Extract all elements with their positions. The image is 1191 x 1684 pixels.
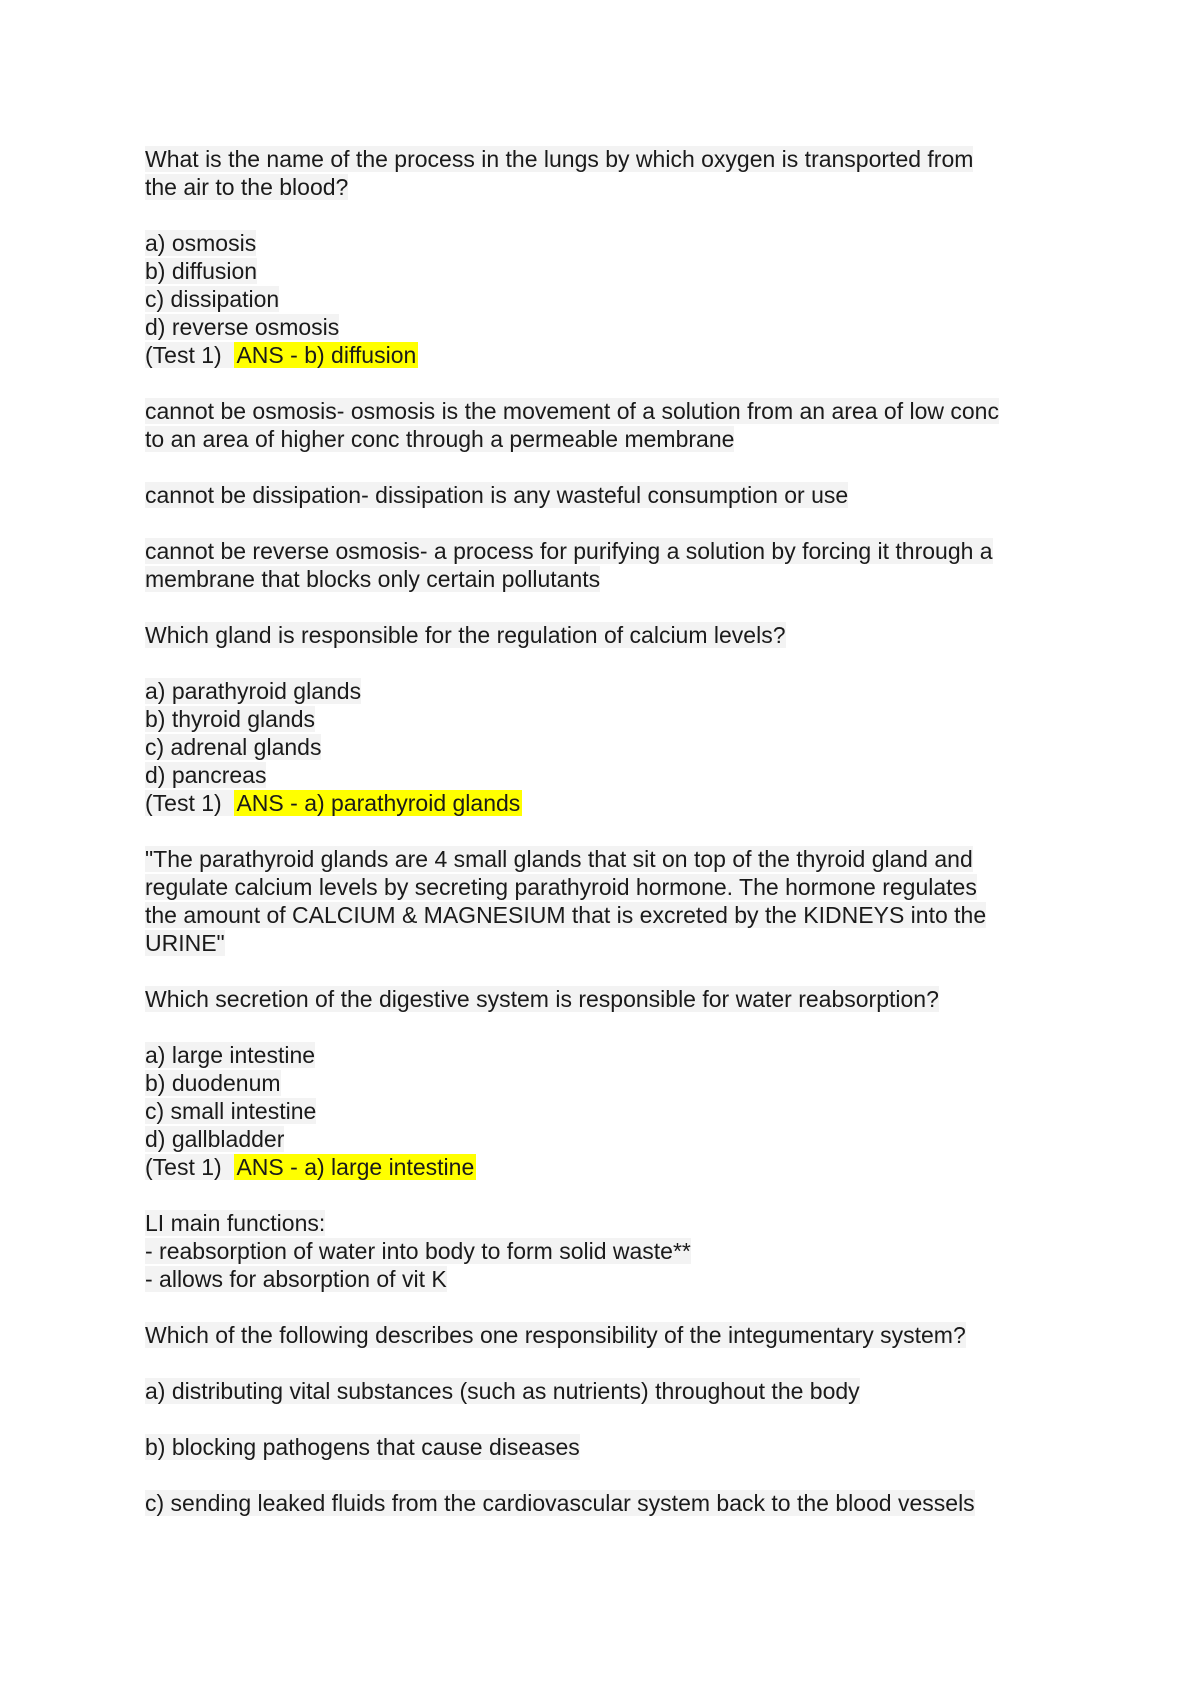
explanation-text: - reabsorption of water into body to form solid waste** xyxy=(145,1238,691,1264)
option-b: b) diffusion xyxy=(145,258,258,284)
option-c: c) dissipation xyxy=(145,286,280,312)
option-a: a) osmosis xyxy=(145,230,257,256)
option-c: c) adrenal glands xyxy=(145,734,322,760)
option-b: b) duodenum xyxy=(145,1070,281,1096)
question-text: Which gland is responsible for the regulation of calcium levels? xyxy=(145,622,786,648)
option-a: a) parathyroid glands xyxy=(145,678,362,704)
option-a: a) large intestine xyxy=(145,1042,316,1068)
explanation-text: URINE" xyxy=(145,930,225,956)
explanation-text: regulate calcium levels by secreting parathyroid hormone. The hormone regulates xyxy=(145,874,977,900)
answer-highlight: ANS - a) parathyroid glands xyxy=(236,790,521,816)
question-text: What is the name of the process in the lungs by which oxygen is transported from xyxy=(145,146,974,172)
question-text: Which secretion of the digestive system is responsible for water reabsorption? xyxy=(145,986,939,1012)
explanation-text: cannot be dissipation- dissipation is any wasteful consumption or use xyxy=(145,482,849,508)
document-body xyxy=(145,145,1065,1517)
explanation-text: cannot be reverse osmosis- a process for purifying a solution by forcing it through a xyxy=(145,538,993,564)
question-text: the air to the blood? xyxy=(145,174,349,200)
option-c: c) sending leaked fluids from the cardiovascular system back to the blood vessels xyxy=(145,1490,975,1516)
answer-source: (Test 1) xyxy=(145,790,222,816)
question-4 xyxy=(145,1321,1065,1517)
option-b: b) thyroid glands xyxy=(145,706,316,732)
question-2 xyxy=(145,621,1065,985)
explanation-text: "The parathyroid glands are 4 small glands that sit on top of the thyroid gland and xyxy=(145,846,973,872)
option-a: a) distributing vital substances (such as nutrients) throughout the body xyxy=(145,1378,860,1404)
explanation-text: to an area of higher conc through a permeable membrane xyxy=(145,426,735,452)
question-text: Which of the following describes one responsibility of the integumentary system? xyxy=(145,1322,966,1348)
explanation-text: - allows for absorption of vit K xyxy=(145,1266,447,1292)
answer-source: (Test 1) xyxy=(145,342,222,368)
option-c: c) small intestine xyxy=(145,1098,317,1124)
option-d: d) reverse osmosis xyxy=(145,314,340,340)
explanation-text: LI main functions: xyxy=(145,1210,326,1236)
question-3 xyxy=(145,985,1065,1321)
explanation-text: cannot be osmosis- osmosis is the movement of a solution from an area of low conc xyxy=(145,398,999,424)
option-d: d) gallbladder xyxy=(145,1126,285,1152)
answer-source: (Test 1) xyxy=(145,1154,222,1180)
option-b: b) blocking pathogens that cause diseases xyxy=(145,1434,580,1460)
question-1 xyxy=(145,145,1065,621)
answer-highlight: ANS - b) diffusion xyxy=(236,342,417,368)
explanation-text: membrane that blocks only certain pollutants xyxy=(145,566,601,592)
option-d: d) pancreas xyxy=(145,762,267,788)
explanation-text: the amount of CALCIUM & MAGNESIUM that is excreted by the KIDNEYS into the xyxy=(145,902,987,928)
answer-highlight: ANS - a) large intestine xyxy=(236,1154,475,1180)
